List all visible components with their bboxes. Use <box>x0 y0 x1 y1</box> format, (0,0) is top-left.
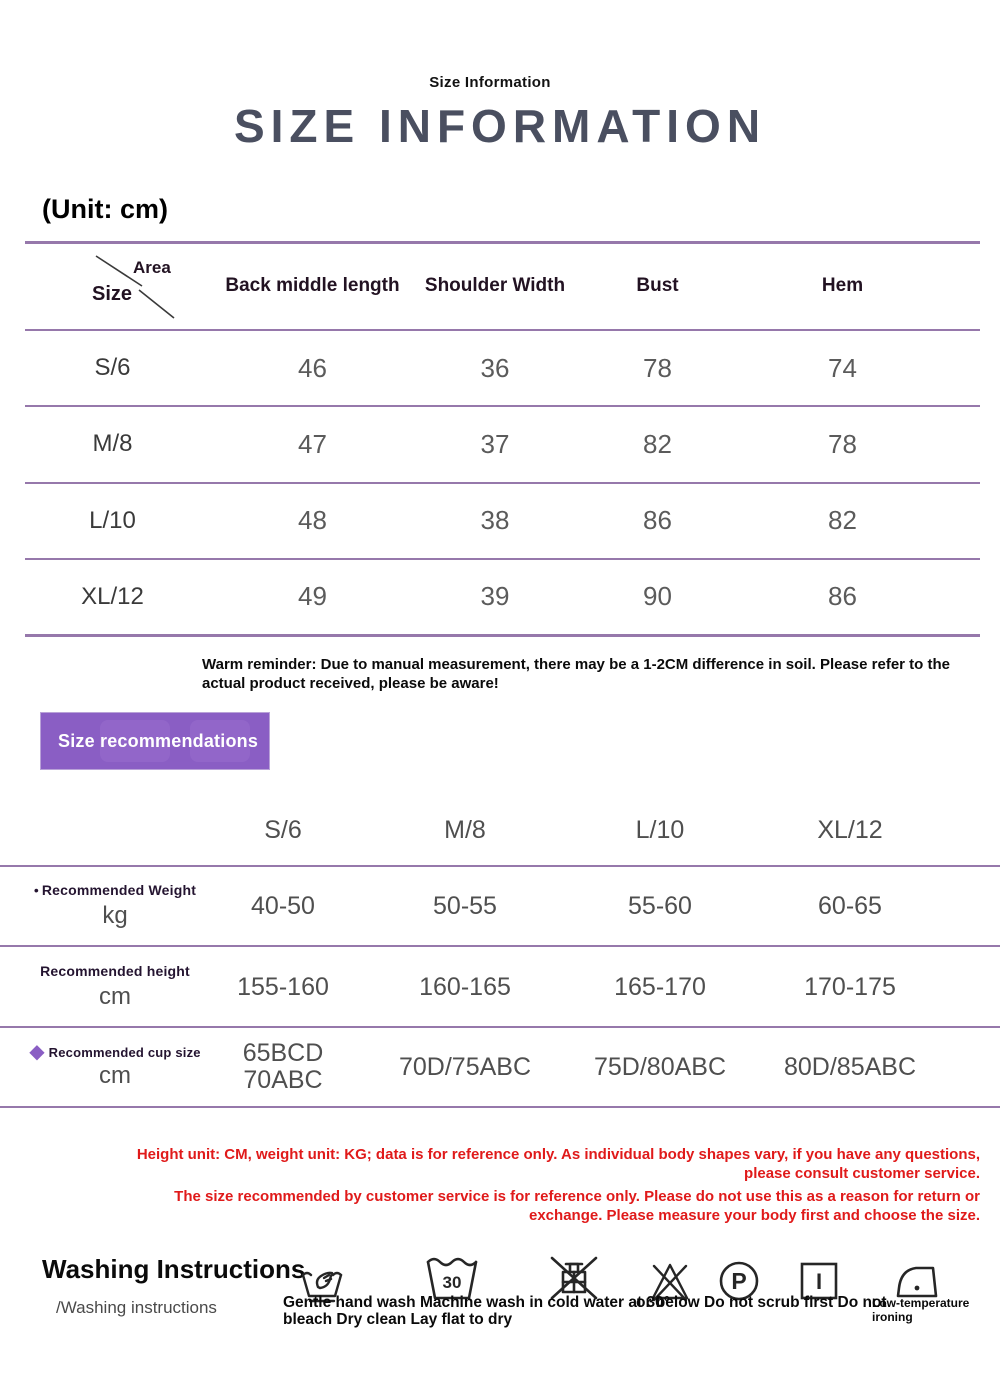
washing-caption-2: or below Do not scrub first Do not <box>636 1294 887 1311</box>
column-header: Hem <box>821 275 864 296</box>
row-unit: cm <box>99 1061 131 1089</box>
rec-value-cell: 50-55 <box>433 891 497 920</box>
rec-value-cell: 170-175 <box>804 972 896 1001</box>
value-cell: 82 <box>828 505 857 535</box>
value-cell: 39 <box>480 581 510 611</box>
value-cell: 49 <box>298 581 327 611</box>
value-cell: 86 <box>828 581 857 611</box>
warm-reminder-text: Warm reminder: Due to manual measurement, there may be a 1-2CM difference in soil. Please refer to the actual product received, please be aware! <box>202 656 951 692</box>
warning-text-block <box>105 1146 980 1225</box>
row-unit: cm <box>99 983 131 1010</box>
size-cell: L/10 <box>89 506 136 534</box>
value-cell: 37 <box>480 428 510 459</box>
rec-value-cell: 155-160 <box>237 972 329 1001</box>
rec-value-cell: 70D/75ABC <box>398 1052 532 1081</box>
corner-label-size: Size <box>92 283 133 305</box>
size-cell: S/6 <box>94 354 131 381</box>
value-cell: 78 <box>643 352 672 383</box>
value-cell: 46 <box>298 352 327 383</box>
rec-column-header: XL/12 <box>817 815 883 844</box>
table-border-bottom <box>25 634 980 637</box>
iron-caption: Low-temperature ironing <box>872 1296 970 1324</box>
washing-caption-3: bleach Dry clean Lay flat to dry <box>283 1311 513 1328</box>
warning-line-2: The size recommended by customer service is for reference only. Please do not use this as a reason for return or exchange. Please measure your body first and choose the size. <box>174 1188 980 1224</box>
machine-temp-label: 30 <box>442 1273 462 1292</box>
column-header: Shoulder Width <box>424 275 566 296</box>
table-line <box>0 1106 1000 1108</box>
row-unit: kg <box>102 902 128 929</box>
rec-value-cell: 65BCD 70ABC <box>242 1039 324 1094</box>
row-label-weight <box>10 867 220 945</box>
dry-clean-letter: P <box>731 1268 747 1294</box>
size-cell: XL/12 <box>81 582 144 610</box>
bullet-dot: • <box>33 882 39 898</box>
row-label-text: Recommended height <box>40 963 190 979</box>
row-label-text: Recommended cup size <box>48 1044 201 1060</box>
table-line <box>0 945 1000 947</box>
rec-value-cell: 40-50 <box>251 891 315 920</box>
rec-column-header: M/8 <box>444 815 486 844</box>
page-subtitle: Size Information <box>429 74 551 91</box>
rec-value-cell: 55-60 <box>628 891 692 920</box>
size-recommendations-button[interactable] <box>40 712 270 770</box>
row-label-height <box>10 948 220 1026</box>
row-label-cup-size <box>10 1028 220 1106</box>
diamond-icon: ◆ <box>29 1041 45 1063</box>
rec-value-cell: 60-65 <box>818 891 882 920</box>
value-cell: 47 <box>298 428 327 459</box>
value-cell: 48 <box>298 505 327 535</box>
value-cell: 38 <box>480 505 510 535</box>
rec-column-header: L/10 <box>635 815 685 844</box>
drip-dry-letter: I <box>815 1269 823 1294</box>
rec-value-cell: 75D/80ABC <box>593 1052 727 1081</box>
value-cell: 82 <box>643 428 672 459</box>
column-header: Back middle length <box>225 275 400 296</box>
row-label-text: Recommended Weight <box>41 882 197 898</box>
button-label: Size recommendations <box>58 730 259 751</box>
value-cell: 36 <box>480 352 510 383</box>
unit-label: (Unit: cm) <box>42 194 168 224</box>
rec-value-cell: 165-170 <box>614 972 706 1001</box>
page-title: SIZE INFORMATION <box>233 100 767 152</box>
corner-label-area: Area <box>133 258 171 277</box>
value-cell: 78 <box>828 428 857 459</box>
size-cell: M/8 <box>92 430 133 457</box>
value-cell: 86 <box>643 505 672 535</box>
value-cell: 90 <box>643 581 672 611</box>
washing-title: Washing Instructions <box>42 1254 306 1284</box>
washing-subtitle: /Washing instructions <box>56 1298 217 1317</box>
warning-line-1: Height unit: CM, weight unit: KG; data is for reference only. As individual body shapes vary, if you have any questions, please consult customer service. <box>136 1146 980 1182</box>
washing-caption-1: Gentle hand wash Machine wash in cold water at 30° <box>283 1294 670 1311</box>
value-cell: 74 <box>828 352 857 383</box>
rec-value-cell: 80D/85ABC <box>783 1052 917 1081</box>
column-header: Bust <box>636 275 679 296</box>
rec-column-header: S/6 <box>264 815 302 844</box>
rec-value-cell: 160-165 <box>419 972 511 1001</box>
